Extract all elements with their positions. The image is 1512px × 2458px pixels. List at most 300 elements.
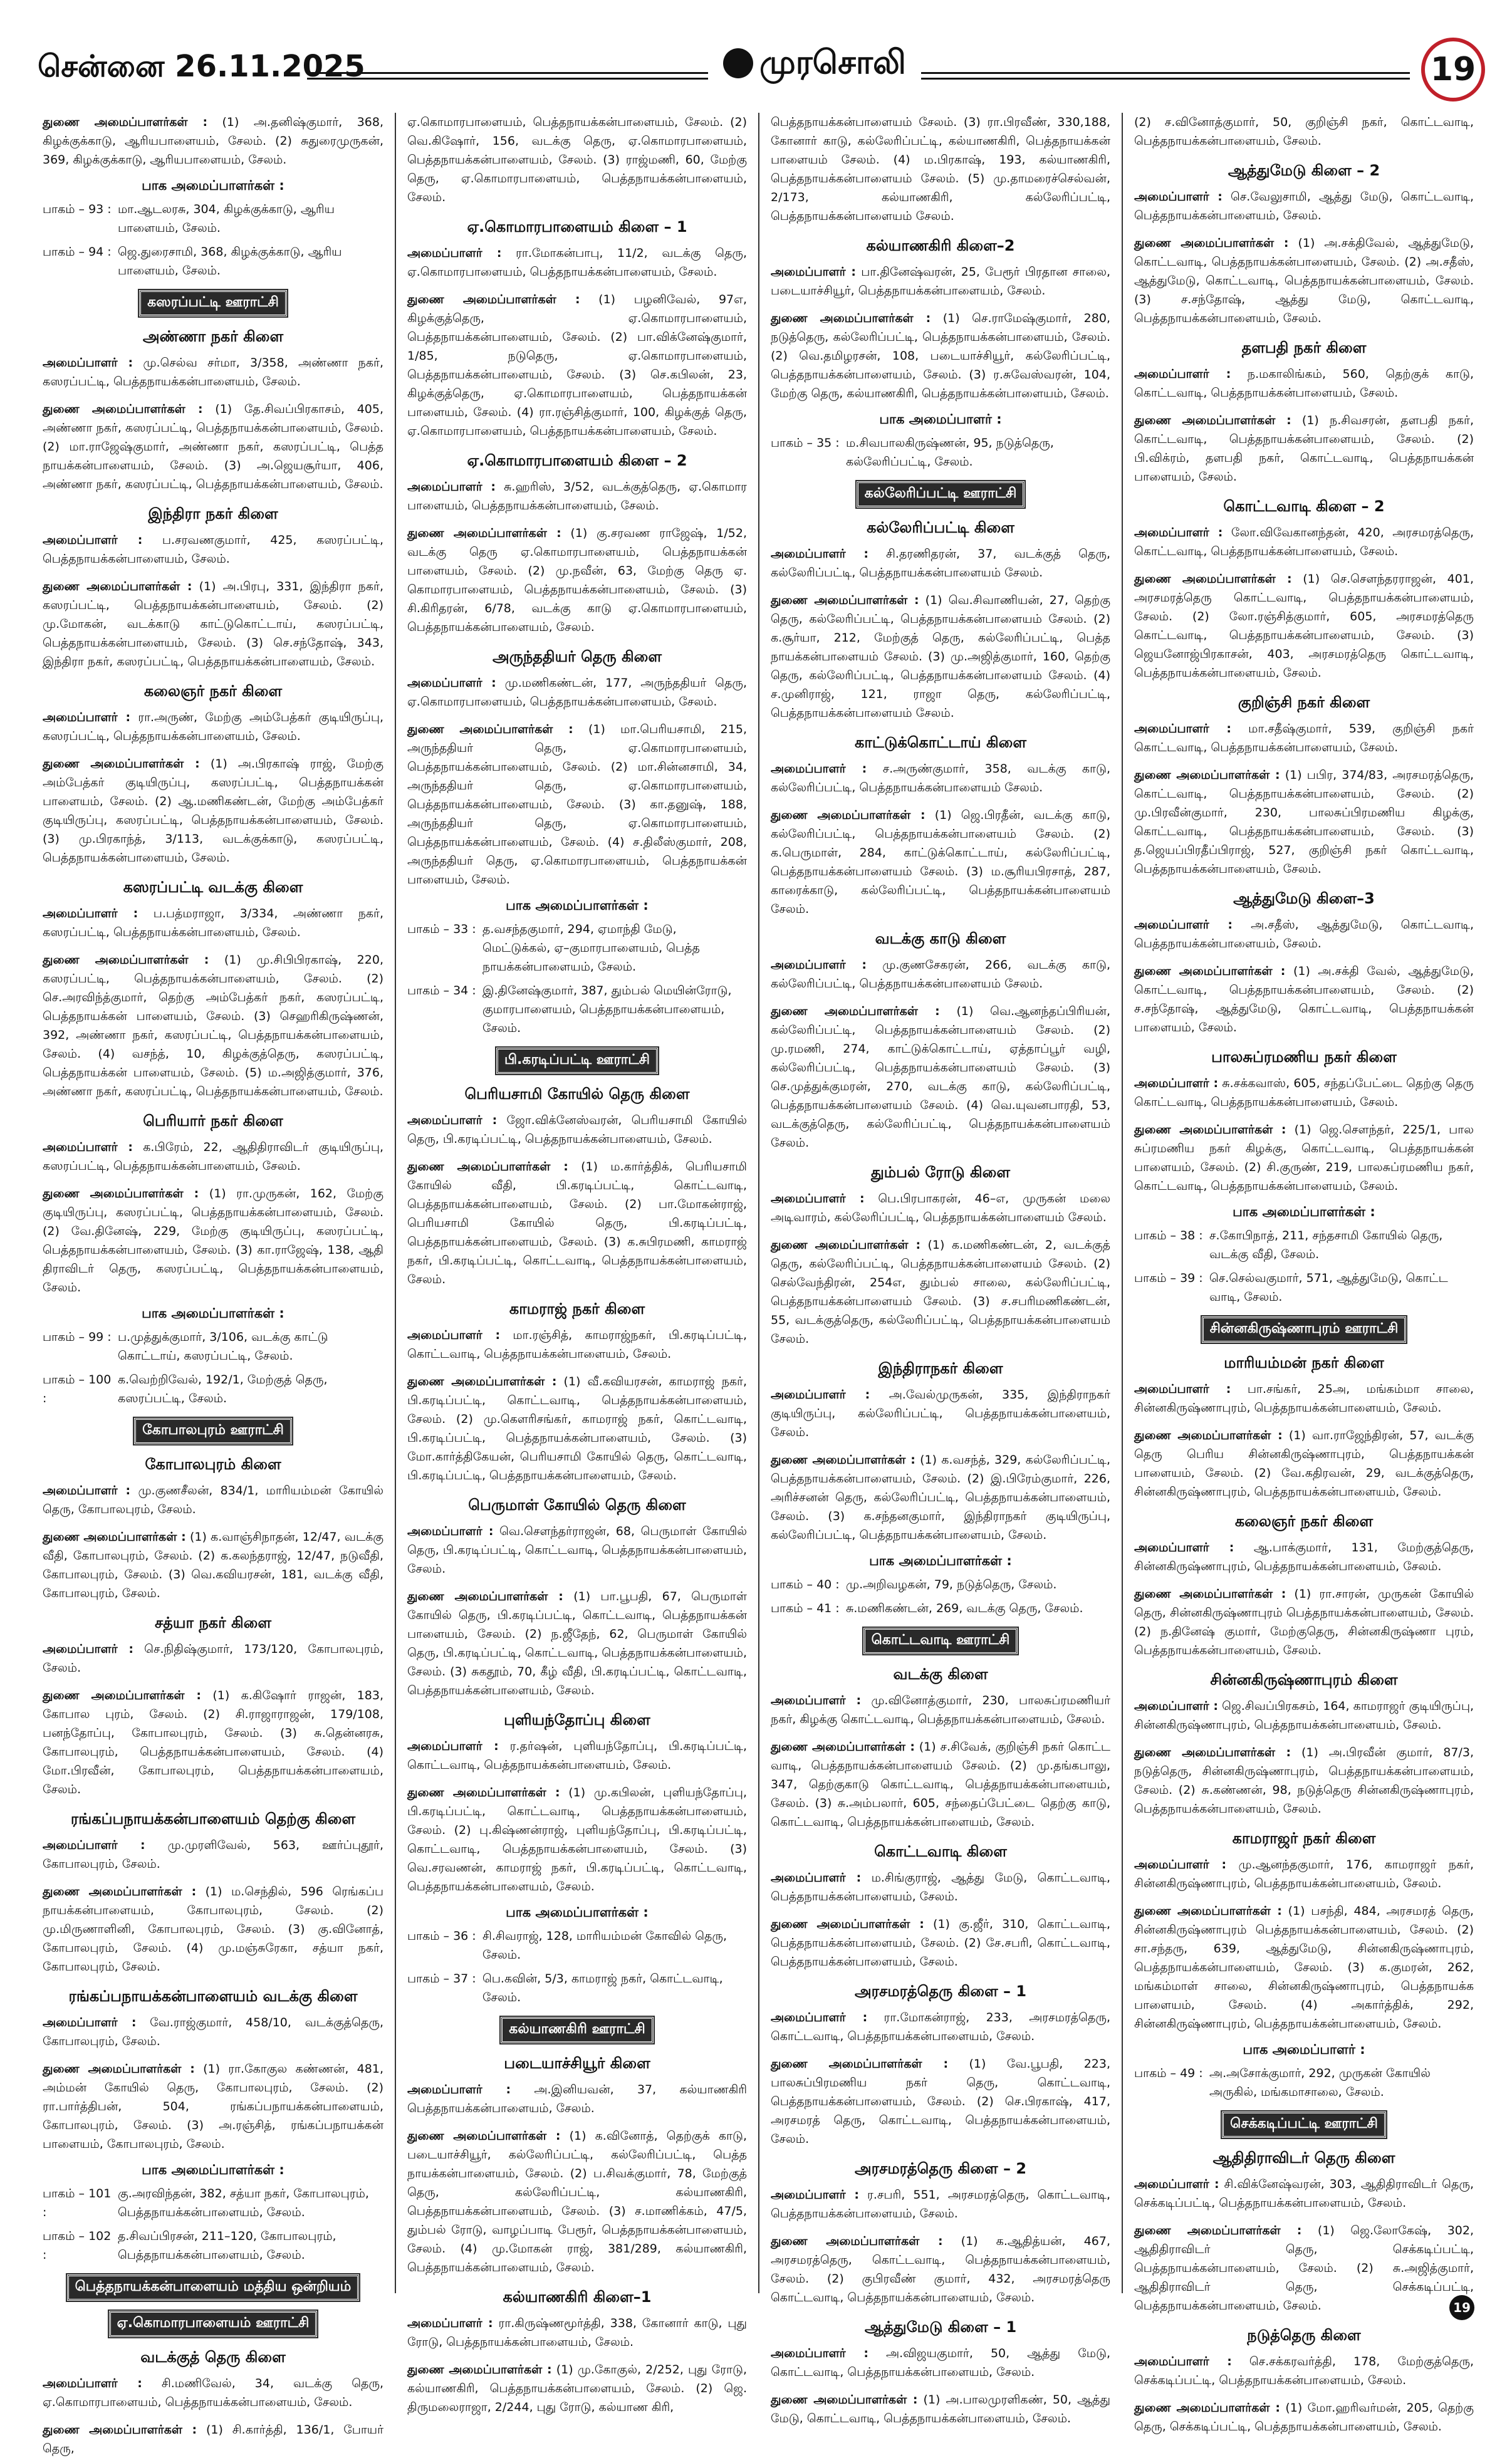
entry-text: (1) தே.சிவப்பிரகாசம், 405, அண்ணா நகர், கஸரப்பட்டி, பெத்தநாயக்கன்பாளையம், சேலம். (2) மா.ராஜேஷ்குமார், அண்ணா நகர், கஸரப்பட்டி, பெத்த நாயக்கன்பாளையம், சேலம். (3) அ.ஜெயசூர்யா, 406, அண்ணா நகர், கஸரப்பட்டி, பெத்தநாயக்கன்பாளையம், சேலம். bbox=[43, 402, 383, 491]
branch-heading: ஆத்துமேடு கிளை–3 bbox=[1233, 890, 1375, 907]
entry-text: மு.முரளிவேல், 563, ஊர்ப்புதூர், கோபாலபுரம், சேலம். bbox=[43, 1838, 384, 1871]
entry-text: ரா.கிருஷ்ணமூர்த்தி, 338, கோனார் காடு, புது ரோடு, பெத்தநாயக்கன்பாளையம், சேலம். bbox=[407, 2316, 747, 2349]
entry-label: துணை அமைப்பாளர்கள் : bbox=[43, 1689, 202, 1702]
entry-paragraph bbox=[43, 1640, 383, 1677]
entry-label: அமைப்பாளர் : bbox=[771, 1694, 862, 1707]
entry-label: அமைப்பாளர் : bbox=[407, 676, 496, 690]
entry-paragraph bbox=[407, 244, 747, 281]
booth-value: க.வெற்றிவேல், 192/1, மேற்குத் தெரு, கஸரப்பட்டி, சேலம். bbox=[118, 1373, 328, 1405]
entry-text: (1) வெ.ஆனந்தப்பிரியன், கல்லேரிப்பட்டி, பெத்தநாயக்கன்பாளையம் சேலம். (2) மு.ரமணி, 274, காட்டுக்கொட்டாய், ஏத்தாப்பூர் வழி, கல்லேரிப்பட்டி, பெத்தநாயக்கன்பாளையம் சேலம். (3) செ.முத்துக்குமரன், 270, வடக்கு காடு, கல்லேரிப்பட்டி, பெத்தநாயக்கன்பாளையம் சேலம். (4) வெ.யுவனபாரதி, 53, வடக்குத்தெரு, கல்லேரிப்பட்டி, பெத்தநாயக்கன்பாளையம் சேலம். bbox=[771, 1004, 1110, 1150]
booth-value: ப.முத்துக்குமார், 3/106, வடக்கு காட்டு கொட்டாய், கஸரப்பட்டி, சேலம். bbox=[118, 1330, 328, 1363]
entry-text: (1) ஜெ.பிரதீன், வடக்கு காடு, கல்லேரிப்பட்டி, பெத்தநாயக்கன்பாளையம் சேலம். (2) க.பெருமாள், 284, காட்டுக்கொட்டாய், கல்லேரிப்பட்டி, பெத்தநாயக்கன்பாளையம் சேலம். (3) ம.சூரியபிரசாத், 287, காரைக்காடு, கல்லேரிப்பட்டி, பெத்தநாயக்கன்பாளையம் சேலம். bbox=[771, 808, 1110, 916]
section-banner: கோபாலபுரம் ஊராட்சி bbox=[134, 1418, 292, 1444]
entry-text: க.பிரேம், 22, ஆதிதிராவிடர் குடியிருப்பு, கஸரப்பட்டி, பெத்தநாயக்கன்பாளையம், சேலம். bbox=[43, 1140, 383, 1173]
booth-label: பாகம் – 94 : bbox=[43, 245, 112, 259]
entry-text: அ.இனியவன், 37, கல்யாணகிரி பெத்தநாயக்கன்பாளையம், சேலம். bbox=[407, 2083, 748, 2115]
entry-text: சி.தரணிதரன், 37, வடக்குத் தெரு, கல்லேரிப்பட்டி, பெத்தநாயக்கன்பாளையம் சேலம். bbox=[771, 547, 1110, 580]
entry-label: துணை அமைப்பாளர்கள் : bbox=[771, 2057, 949, 2071]
entry-paragraph bbox=[771, 1189, 1110, 1227]
entry-label: துணை அமைப்பாளர்கள் : bbox=[1134, 1587, 1286, 1601]
branch-heading: கல்யாணகிரி கிளை–1 bbox=[503, 2288, 652, 2306]
branch-heading: வடக்கு கிளை bbox=[893, 1665, 988, 1683]
entry-paragraph bbox=[43, 1686, 383, 1799]
entry-paragraph bbox=[1134, 719, 1474, 757]
entry-label: துணை அமைப்பாளர்கள் : bbox=[43, 580, 192, 593]
booth-value: செ.செல்வகுமார், 571, ஆத்துமேடு, கொட்ட வாடி, சேலம். bbox=[1209, 1271, 1448, 1304]
entry-label: துணை அமைப்பாளர்கள் : bbox=[771, 1238, 921, 1252]
section-banner: கஸரப்பட்டி ஊராட்சி bbox=[139, 290, 287, 316]
entry-paragraph bbox=[407, 2080, 747, 2118]
entry-paragraph bbox=[771, 956, 1110, 993]
entry-text: ரா.அருண், மேற்கு அம்பேத்கர் குடியிருப்பு, கஸரப்பட்டி, பெத்தநாயக்கன்பாளையம், சேலம். bbox=[43, 711, 383, 743]
subheading: பாக அமைப்பாளர்கள் : bbox=[506, 1905, 649, 1920]
branch-heading: ஏ.கொமாரபாளையம் கிளை – 2 bbox=[467, 452, 687, 469]
entry-label: துணை அமைப்பாளர்கள் : bbox=[407, 1590, 563, 1603]
entry-label: அமைப்பாளர் : bbox=[1134, 722, 1231, 736]
entry-text: சி.மணிவேல், 34, வடக்கு தெரு, ஏ.கொமாரபாளையம், பெத்தநாயக்கன்பாளையம், சேலம். bbox=[43, 2377, 384, 2409]
entry-text: (1) ச.சிவேக், குறிஞ்சி நகர் கொட்ட வாடி, பெத்தநாயக்கன்பாளையம் சேலம். (2) மு.தங்கபாலு, 347, தெற்குகாடு கொட்டவாடி, பெத்தநாயக்கன்பாளையம், சேலம். (3) சு.அம்பலார், 605, சந்தைப்பேட்டை தெற்கு காடு, கொட்டவாடி, பெத்தநாயக்கன்பாளையம், சேலம். bbox=[771, 1740, 1110, 1829]
entry-label: துணை அமைப்பாளர்கள் : bbox=[1134, 1123, 1286, 1137]
entry-label: துணை அமைப்பாளர்கள் : bbox=[771, 311, 931, 325]
entry-label: துணை அமைப்பாளர்கள் : bbox=[407, 2129, 561, 2143]
entry-label: அமைப்பாளர் : bbox=[771, 762, 867, 776]
column-1 bbox=[31, 113, 395, 2455]
entry-label: அமைப்பாளர் : bbox=[43, 907, 138, 920]
entry-label: அமைப்பாளர் : bbox=[771, 958, 867, 972]
entry-paragraph bbox=[43, 950, 383, 1101]
entry-text: சி.விக்னேஷ்வரன், 303, ஆதிதிராவிடர் தெரு, செக்கடிப்பட்டி, பெத்தநாயக்கன்பாளையம், சேலம். bbox=[1134, 2177, 1474, 2210]
branch-heading: காமராஜ் நகர் கிளை bbox=[509, 1300, 645, 1318]
entry-text: (1) பழனிவேல், 97எ, கிழக்குத்தெரு, ஏ.கொமாரபாளையம், பெத்தநாயக்கன்பாளையம், சேலம். (2) பா.விக்னேஷ்குமார், 1/85, நடுதெரு, ஏ.கொமாரபாளையம், பெத்தநாயக்கன்பாளையம், சேலம். (3) செ.கபிலன், 23, கிழக்குத்தெரு, ஏ.கொமாரபாளையம், பெத்தநாயக்கன் பாளையம், சேலம். (4) ரா.ரஞ்சித்குமார், 100, கிழக்குத் தெரு, ஏ.கொமாரபாளையம், பெத்தநாயக்கன்பாளையம், சேலம். bbox=[407, 293, 747, 438]
entry-text: (1) அ.சக்தி வேல், ஆத்துமேடு, கொட்டவாடி, பெத்தநாயக்கன்பாளையம், சேலம். (2) ச.சந்தோஷ், ஆத்துமேடு, கொட்டவாடி, பெத்தநாயக்கன் பாளையம், சேலம். bbox=[1134, 964, 1474, 1034]
entry-paragraph bbox=[407, 113, 747, 207]
entry-label: அமைப்பாளர் : bbox=[771, 547, 868, 561]
masthead-title: முரசொலி bbox=[759, 44, 906, 81]
entry-label: அமைப்பாளர் : bbox=[43, 533, 143, 547]
entry-label: துணை அமைப்பாளர்கள் : bbox=[43, 1530, 186, 1544]
entry-label: துணை அமைப்பாளர்கள் : bbox=[1134, 1746, 1291, 1759]
branch-heading: காமராஜர் நகர் கிளை bbox=[1232, 1830, 1376, 1847]
entry-text: (1) ரா.முருகன், 162, மேற்கு குடியிருப்பு, கஸரப்பட்டி, பெத்தநாயக்கன்பாளையம், சேலம். (2) வே.தினேஷ், 229, மேற்கு குடியிருப்பு, கஸரப்பட்டி, பெத்தநாயக்கன்பாளையம், சேலம். (3) கா.ராஜேஷ், 138, ஆதி திராவிடர் தெரு, கஸரப்பட்டி, பெத்தநாயக்கன்பாளையம், சேலம். bbox=[43, 1187, 384, 1294]
booth-value: மு.அறிவழகன், 79, நடுத்தெரு, சேலம். bbox=[846, 1578, 1057, 1591]
booth-entry bbox=[407, 1927, 747, 1964]
booth-entry bbox=[771, 1599, 1110, 1618]
entry-paragraph bbox=[1134, 113, 1474, 150]
booth-value: சி.சிவராஜ், 128, மாரியம்மன் கோவில் தெரு, சேலம். bbox=[482, 1929, 727, 1962]
branch-heading: வடக்கு காடு கிளை bbox=[875, 930, 1006, 947]
entry-paragraph bbox=[1134, 1426, 1474, 1501]
entry-label: துணை அமைப்பாளர்கள் : bbox=[771, 1917, 924, 1931]
entry-text: (1) கு.ஜீர், 310, கொட்டவாடி, பெத்தநாயக்கன்பாளையம், சேலம். (2) சே.சபரி, கொட்டவாடி, பெத்தநாயக்கன்பாளையம், சேலம். bbox=[771, 1917, 1111, 1969]
entry-label: அமைப்பாளர் : bbox=[407, 2083, 511, 2096]
booth-entry bbox=[1134, 1226, 1474, 1264]
page-header bbox=[31, 38, 1485, 107]
booth-value: த.சிவப்பிரசன், 211–120, கோபாலபுரம், பெத்தநாயக்கன்பாளையம், சேலம். bbox=[118, 2229, 336, 2262]
entry-label: துணை அமைப்பாளர்கள் : bbox=[1134, 2224, 1302, 2237]
entry-paragraph bbox=[1134, 1120, 1474, 1195]
entry-paragraph bbox=[407, 2127, 747, 2277]
entry-paragraph bbox=[407, 524, 747, 637]
entry-text: (1) செ.செளந்தரராஜன், 401, அரசமரத்தெரு கொட்டவாடி, பெத்தநாயக்கன்பாளையம், சேலம். (2) லோ.ரஞ்சித்குமார், 605, அரசமரத்தெரு கொட்டவாடி, பெத்தநாயக்கன்பாளையம், சேலம். (3) ஜெயனோஜ்பிரகாசன், 403, அரசமரத்தெரு கொட்டவாடி, பெத்தநாயக்கன்பாளையம், சேலம். bbox=[1134, 572, 1474, 680]
entry-label: துணை அமைப்பாளர்கள் : bbox=[407, 722, 573, 736]
booth-label: பாகம் – 34 : bbox=[407, 984, 476, 997]
entry-label: துணை அமைப்பாளர்கள் : bbox=[771, 2393, 918, 2407]
entry-paragraph bbox=[1134, 411, 1474, 486]
entry-text: ஜோ.விக்னேஸ்வரன், பெரியசாமி கோயில் தெரு, பி.கரடிப்பட்டி, பெத்தநாயக்கன்பாளையம், சேலம். bbox=[407, 1113, 747, 1146]
entry-label: அமைப்பாளர் : bbox=[407, 1113, 498, 1127]
booth-label: பாகம் – 38 : bbox=[1134, 1229, 1203, 1242]
branch-heading: ரங்கப்பநாயக்கன்பாளையம் வடக்கு கிளை bbox=[68, 1987, 358, 2005]
entry-text: ஜெ.சிவப்பிரகசம், 164, காமராஜர் குடியிருப்பு, சின்னகிருஷ்ணாபுரம், பெத்தநாயக்கன்பாளையம், சேலம். bbox=[1134, 1699, 1474, 1732]
booth-value: ச.கோபிநாத், 211, சந்தசாமி கோயில் தெரு, வடக்கு வீதி, சேலம். bbox=[1209, 1229, 1443, 1261]
entry-paragraph bbox=[771, 2185, 1110, 2223]
entry-paragraph bbox=[1134, 962, 1474, 1037]
branch-heading: கல்யாணகிரி கிளை–2 bbox=[866, 237, 1015, 254]
entry-text: மு.மணிகண்டன், 177, அருந்ததியர் தெரு, ஏ.கொமாரபாளையம், பெத்தநாயக்கன்பாளையம், சேலம். bbox=[407, 676, 747, 709]
booth-label: பாகம் – 37 : bbox=[407, 1972, 476, 1986]
entry-text: வெ.சௌந்தர்ராஜன், 68, பெருமாள் கோயில் தெரு, பி.கரடிப்பட்டி, கொட்டவாடி, பெத்தநாயக்கன்பாளையம், சேலம். bbox=[407, 1524, 747, 1576]
booth-entry bbox=[1134, 2064, 1474, 2101]
entry-label: அமைப்பாளர் : bbox=[771, 2188, 859, 2202]
entry-paragraph bbox=[407, 1111, 747, 1148]
booth-value: அ.அசோக்குமார், 292, முருகன் கோயில் அருகில், மங்கமாசாலை, சேலம். bbox=[1209, 2066, 1431, 2099]
entry-label: அமைப்பாளர் : bbox=[43, 2377, 142, 2390]
entry-text: (1) அ.பிரகாஷ் ராஜ், மேற்கு அம்பேத்கர் குடியிருப்பு, கஸரப்பட்டி, பெத்தநாயக்கன் பாளையம், சேலம். (2) ஆ.மணிகண்டன், மேற்கு அம்பேத்கர் குடியிருப்பு, கஸரப்பட்டி, பெத்தநாயக்கன்பாளையம், சேலம். (3) மு.பிரகாந்த், 3/113, வடக்குக்காடு, கஸரப்பட்டி, பெத்தநாயக்கன்பாளையம், சேலம். bbox=[43, 757, 383, 865]
entry-label: அமைப்பாளர் : bbox=[43, 1838, 145, 1852]
entry-text: (1) அ.தனிஷ்குமார், 368, கிழக்குக்காடு, ஆரியபாளையம், சேலம். (2) சுதுரைமுருகன், 369, கிழக்குக்காடு, ஆரியபாளையம், சேலம். bbox=[43, 115, 383, 167]
entry-paragraph bbox=[43, 353, 383, 391]
branch-heading: ஆதிதிராவிடர் தெரு கிளை bbox=[1212, 2149, 1395, 2167]
entry-text: (1) பா.பூபதி, 67, பெருமாள் கோயில் தெரு, பி.கரடிப்பட்டி, கொட்டவாடி, பெத்தநாயக்கன் பாளையம், சேலம். (2) ந.ஜீதேந், 62, பெருமாள் கோயில் தெரு, பி.கரடிப்பட்டி, கொட்டவாடி, பெத்தநாயக்கன்பாளையம், சேலம். (3) சுகதூம், 70, கீழ் வீதி, பி.கரடிப்பட்டி, கொட்டவாடி, பெத்தநாயக்கன்பாளையம், சேலம். bbox=[407, 1590, 747, 1697]
entry-label: அமைப்பாளர் : bbox=[43, 1140, 133, 1154]
entry-text: (1) க.வாஞ்சிநாதன், 12/47, வடக்கு வீதி, கோபாலபுரம், சேலம். (2) க.கலந்தராஜ், 12/47, நடுவீதி, கோபாலபுரம், சேலம். (3) வெ.கவியரசன், 181, வடக்கு வீதி, கோபாலபுரம், சேலம். bbox=[43, 1530, 384, 1600]
booth-label: பாகம் – 40 : bbox=[771, 1578, 840, 1591]
entry-paragraph bbox=[407, 1157, 747, 1289]
booth-label: பாகம் – 36 : bbox=[407, 1929, 476, 1943]
entry-label: அமைப்பாளர் : bbox=[407, 2316, 493, 2330]
entry-paragraph bbox=[771, 2008, 1110, 2046]
booth-label: பாகம் – 100 : bbox=[43, 1373, 112, 1405]
entry-label: அமைப்பாளர் : bbox=[771, 2011, 868, 2024]
entry-text: (1) அ.பிரபு, 331, இந்திரா நகர், கஸரப்பட்டி, பெத்தநாயக்கன்பாளையம், சேலம். (2) மு.மோகன், வடக்காடு காட்டுகொட்டாய், கஸரப்பட்டி, பெத்தநாயக்கன்பாளையம், சேலம். (3) செ.சந்தோஷ், 343, இந்திரா நகர், கஸரப்பட்டி, பெத்தநாயக்கன்பாளையம், சேலம். bbox=[43, 580, 383, 669]
booth-value: ம.சிவபாலகிருஷ்ணன், 95, நடுத்தெரு, கல்லேரிப்பட்டி, சேலம். bbox=[846, 436, 1054, 469]
section-banner: பி.கரடிப்பட்டி ஊராட்சி bbox=[496, 1048, 658, 1074]
entry-paragraph bbox=[1134, 1743, 1474, 1818]
booth-entry bbox=[43, 1370, 383, 1408]
entry-paragraph bbox=[43, 400, 383, 494]
entry-text: (1) ம.செந்தில், 596 ரெங்கப்ப நாயக்கன்பாளையம், கோபாலபுரம், சேலம். (2) மு.மிருணாளினி, கோபாலபுரம், சேலம். (3) கு.வினோத், கோபாலபுரம், சேலம். (4) மு.மஞ்சுரேகா, சத்யா நகர், கோபாலபுரம், சேலம். bbox=[43, 1885, 383, 1974]
section-banner: பெத்தநாயக்கன்பாளையம் மத்திய ஒன்றியம் bbox=[67, 2274, 360, 2301]
entry-paragraph bbox=[1134, 1697, 1474, 1734]
entry-paragraph bbox=[771, 1915, 1110, 1971]
branch-heading: புளியந்தோப்பு கிளை bbox=[504, 1711, 650, 1729]
entry-text: ஏ.கொமாரபாளையம், பெத்தநாயக்கன்பாளையம், சேலம். (2) வெ.கிஷோர், 156, வடக்கு தெரு, ஏ.கொமாரபாளையம், பெத்தநாயக்கன்பாளையம், சேலம். (3) ராஜ்மணி, 60, மேற்கு தெரு, ஏ.கொமாரபாளையம், பெத்தநாயக்கன்பாளையம், சேலம். bbox=[407, 115, 747, 204]
entry-label: அமைப்பாளர் : bbox=[43, 356, 133, 370]
section-banner: கல்லேரிப்பட்டி ஊராட்சி bbox=[857, 481, 1025, 508]
entry-text: அ.விஜயகுமார், 50, ஆத்து மேடு, கொட்டவாடி, பெத்தநாயக்கன்பாளையம், சேலம். bbox=[771, 2346, 1111, 2379]
entry-paragraph bbox=[43, 2060, 383, 2153]
branch-heading: மாரியம்மன் நகர் கிளை bbox=[1224, 1354, 1384, 1372]
entry-label: அமைப்பாளர் : bbox=[1134, 1858, 1227, 1872]
entry-text: ச.அருண்குமார், 358, வடக்கு காடு, கல்லேரிப்பட்டி, பெத்தநாயக்கன்பாளையம் சேலம். bbox=[771, 762, 1111, 794]
entry-text: (1) க.வினோத், தெற்குக் காடு, படையாச்சியூர், கல்லேரிப்பட்டி, கல்லேரிப்பட்டி, பெத்த நாயக்கன்பாளையம், சேலம். (2) ப.சிவக்குமார், 78, மேற்குத் தெரு, கல்லேரிப்பட்டி, கல்யாணகிரி, பெத்தநாயக்கன்பாளையம், சேலம். (3) ச.மாணிக்கம், 47/5, தும்பல் ரோடு, வாழப்பாடி பேரூர், பெத்தநாயக்கன்பாளையம், சேலம். (4) மு.மோகன் ராஜ், 381/289, கல்யாணகிரி, பெத்தநாயக்கன்பாளையம், சேலம். bbox=[407, 2129, 748, 2274]
entry-text: (2) ச.வினோத்குமார், 50, குறிஞ்சி நகர், கொட்டவாடி, பெத்தநாயக்கன்பாளையம், சேலம். bbox=[1134, 115, 1474, 148]
entry-paragraph bbox=[407, 674, 747, 711]
branch-heading: பெருமாள் கோயில் தெரு கிளை bbox=[468, 1496, 686, 1514]
entry-text: ர.சபரி, 551, அரசமரத்தெரு, கொட்டவாடி, பெத்தநாயக்கன்பாளையம், சேலம். bbox=[771, 2188, 1111, 2221]
section-banner: ஏ.கொமாரபாளையம் ஊராட்சி bbox=[109, 2311, 318, 2337]
entry-text: மு.குணசேகரன், 266, வடக்கு காடு, கல்லேரிப்பட்டி, பெத்தநாயக்கன்பாளையம் சேலம். bbox=[771, 958, 1111, 991]
entry-paragraph bbox=[43, 754, 383, 867]
entry-text: மா.சதீஷ்குமார், 539, குறிஞ்சி நகர் கொட்டவாடி, பெத்தநாயக்கன்பாளையம், சேலம். bbox=[1134, 722, 1474, 754]
entry-paragraph bbox=[1134, 1855, 1474, 1893]
entry-text: (1) வா.ராஜேந்திரன், 57, வடக்கு தெரு பெரிய சின்னகிருஷ்ணாபுரம், பெத்தநாயக்கன் பாளையம், சேலம். (2) வே.கதிரவன், 29, வடக்குத்தெரு, சின்னகிருஷ்ணாபுரம், பெத்தநாயக்கன்பாளையம், சேலம். bbox=[1134, 1429, 1474, 1499]
booth-value: மா.ஆடலரசு, 304, கிழக்குக்காடு, ஆரிய பாளையம், சேலம். bbox=[118, 202, 335, 235]
entry-label: துணை அமைப்பாளர்கள் : bbox=[771, 1740, 915, 1754]
entry-label: அமைப்பாளர் : bbox=[771, 265, 857, 279]
entry-label: துணை அமைப்பாளர்கள் : bbox=[407, 1375, 557, 1388]
entry-paragraph bbox=[771, 2232, 1110, 2307]
entry-label: துணை அமைப்பாளர்கள் : bbox=[43, 2062, 195, 2076]
branch-heading: கல்லேரிப்பட்டி கிளை bbox=[867, 519, 1014, 536]
branch-heading: நடுத்தெரு கிளை bbox=[1247, 2326, 1361, 2344]
column-3 bbox=[758, 113, 1122, 2425]
entry-text: (1) வெ.சிவாணியன், 27, தெற்கு தெரு, கல்லேரிப்பட்டி, பெத்தநாயக்கன்பாளையம் சேலம். (2) க.சூர்யா, 212, மேற்குத் தெரு, கல்லேரிப்பட்டி, பெத்த நாயக்கன்பாளையம் சேலம். (3) மு.அஜித்குமார், 160, தெற்கு தெரு, கல்லேரிப்பட்டி, பெத்தநாயக்கன்பாளையம் சேலம். (4) ச.முனிராஜ், 121, ராஜா தெரு, கல்லேரிப்பட்டி, பெத்தநாயக்கன்பாளையம் சேலம். bbox=[771, 593, 1111, 720]
entry-label: துணை அமைப்பாளர்கள் : bbox=[1134, 964, 1286, 978]
entry-paragraph bbox=[1134, 2398, 1474, 2436]
column-2 bbox=[395, 113, 758, 2414]
entry-label: துணை அமைப்பாளர்கள் : bbox=[771, 808, 925, 822]
entry-label: துணை அமைப்பாளர்கள் : bbox=[1134, 414, 1291, 427]
booth-label: பாகம் – 49 : bbox=[1134, 2066, 1203, 2080]
entry-paragraph bbox=[43, 904, 383, 942]
booth-entry bbox=[43, 2184, 383, 2222]
entry-paragraph bbox=[771, 113, 1110, 226]
masthead bbox=[708, 44, 921, 86]
branch-heading: அருந்ததியர் தெரு கிளை bbox=[492, 648, 662, 665]
entry-label: அமைப்பாளர் : bbox=[43, 2016, 137, 2029]
booth-entry bbox=[407, 1969, 747, 2007]
entry-paragraph bbox=[771, 1691, 1110, 1729]
entry-text: மு.ஆனந்தகுமார், 176, காமராஜர் நகர், சின்னகிருஷ்ணாபுரம், பெத்தநாயக்கன்பாளையம், சேலம். bbox=[1134, 1858, 1474, 1890]
entry-text: (1) சி.கார்த்தி, 136/1, போயர் தெரு, bbox=[43, 2423, 384, 2455]
booth-label: பாகம் – 93 : bbox=[43, 202, 112, 216]
entry-text: லோ.விவேகானந்தன், 420, அரசமரத்தெரு, கொட்டவாடி, பெத்தநாயக்கன்பாளையம், சேலம். bbox=[1134, 526, 1474, 558]
entry-label: துணை அமைப்பாளர்கள் : bbox=[43, 2423, 197, 2437]
entry-text: சு.சக்கவாஸ், 605, சந்தப்பேட்டை தெற்கு தெரு கொட்டவாடி, பெத்தநாயக்கன்பாளையம், சேலம். bbox=[1134, 1076, 1474, 1109]
entry-label: அமைப்பாளர் : bbox=[43, 1642, 133, 1656]
branch-heading: ஆத்துமேடு கிளை – 1 bbox=[864, 2318, 1017, 2336]
entry-paragraph bbox=[771, 1868, 1110, 1906]
entry-paragraph bbox=[771, 759, 1110, 797]
entry-text: (1) பபிர, 374/83, அரசமரத்தெரு, கொட்டவாடி, பெத்தநாயக்கன்பாளையம், சேலம். (2) மு.பிரவீன்குமார், 230, பாலசுப்பிரமணிய கிழக்கு, கொட்டவாடி, பெத்தநாயக்கன்பாளையம், சேலம். (3) த.ஜெயப்பிரதீப்பிராஜ், 527, குறிஞ்சி நகர் கொட்டவாடி, பெத்தநாயக்கன்பாளையம், சேலம். bbox=[1134, 768, 1474, 876]
entry-text: அ.சதீஸ், ஆத்துமேடு, கொட்டவாடி, பெத்தநாயக்கன்பாளையம், சேலம். bbox=[1134, 918, 1474, 950]
branch-heading: காட்டுக்கொட்டாய் கிளை bbox=[854, 734, 1027, 751]
subheading: பாக அமைப்பாளர் : bbox=[1243, 2042, 1365, 2057]
entry-paragraph bbox=[1134, 915, 1474, 953]
booth-entry bbox=[1134, 1269, 1474, 1306]
entry-paragraph bbox=[1134, 2221, 1474, 2315]
entry-label: துணை அமைப்பாளர்கள் : bbox=[407, 1786, 560, 1799]
entry-paragraph bbox=[43, 113, 383, 169]
entry-paragraph bbox=[1134, 1074, 1474, 1112]
branch-heading: கஸரப்பட்டி வடக்கு கிளை bbox=[123, 878, 303, 896]
entry-text: மு.செல்வ சர்மா, 3/358, அண்ணா நகர், கஸரப்பட்டி, பெத்தநாயக்கன்பாளையம், சேலம். bbox=[43, 356, 383, 388]
page-number-badge: 19 bbox=[1421, 38, 1485, 102]
entry-text: (1) அ.சக்திவேல், ஆத்துமேடு, கொட்டவாடி, பெத்தநாயக்கன்பாளையம், சேலம். (2) அ.சதீஸ், ஆத்துமேடு, கொட்டவாடி, பெத்தநாயக்கன்பாளையம், சேலம். (3) ச.சந்தோஷ், ஆத்து மேடு, கொட்டவாடி, பெத்தநாயக்கன்பாளையம், சேலம். bbox=[1134, 236, 1474, 325]
entry-text: (1) கு.சரவண ராஜேஷ், 1/52, வடக்கு தெரு ஏ.கொமாரபாளையம், பெத்தநாயக்கன் பாளையம், சேலம். (2) மு.நவீன், 63, மேற்கு தெரு ஏ. கொமாரபாளையம், பெத்தநாயக்கன்பாளையம், சேலம். (3) சி.கிரிதரன், 6/78, வடக்கு காடு ஏ.கொமாரபாளையம், பெத்தநாயக்கன்பாளையம், சேலம். bbox=[407, 526, 747, 634]
entry-text: (1) மு.கபிலன், புளியந்தோப்பு, பி.கரடிப்பட்டி, கொட்டவாடி, பெத்தநாயக்கன்பாளையம், சேலம். (2) பு.கிஷ்ணன்ராஜ், புளியந்தோப்பு, பி.கரடிப்பட்டி, கொட்டவாடி, பெத்தநாயக்கன்பாளையம், சேலம். (3) வெ.சரவணன், காமராஜ் நகர், பி.கரடிப்பட்டி, கொட்டவாடி, பெத்தநாயக்கன்பாளையம், சேலம். bbox=[407, 1786, 747, 1893]
entry-label: அமைப்பாளர் : bbox=[1134, 1699, 1218, 1713]
entry-paragraph bbox=[1134, 1585, 1474, 1660]
entry-paragraph bbox=[407, 477, 747, 515]
branch-heading: வடக்குத் தெரு கிளை bbox=[140, 2348, 286, 2366]
entry-text: (1) மோ.ஹரிவர்மன், 205, தெற்கு தெரு, செக்கடிப்பட்டி, பெத்தநாயக்கன்பாளையம், சேலம். bbox=[1134, 2401, 1474, 2434]
entry-paragraph bbox=[43, 1138, 383, 1175]
entry-label: துணை அமைப்பாளர்கள் : bbox=[771, 1453, 915, 1467]
entry-paragraph bbox=[43, 531, 383, 568]
entry-text: ப.சரவணகுமார், 425, கஸரப்பட்டி, பெத்தநாயக்கன்பாளையம், சேலம். bbox=[43, 533, 384, 566]
branch-heading: சின்னகிருஷ்ணாபுரம் கிளை bbox=[1210, 1671, 1398, 1689]
branch-heading: படையாச்சியூர் கிளை bbox=[504, 2054, 650, 2072]
entry-label: அமைப்பாளர் : bbox=[1134, 1382, 1231, 1396]
entry-text: (1) மு.சிபிபிரகாஷ், 220, கஸரப்பட்டி, பெத்தநாயக்கன்பாளையம், சேலம். (2) செ.அரவிந்த்குமார், தெற்கு அம்பேத்கர் நகர், கஸரப்பட்டி, பெத்தநாயக்கன் பாளையம், சேலம். (3) செஹரிகிருஷ்ணன், 392, அண்ணா நகர், கஸரப்பட்டி, பெத்தநாயக்கன்பாளையம், சேலம். (4) வசந்த், 10, கிழக்குத்தெரு, கஸரப்பட்டி, பெத்தநாயக்கன் பாளையம், சேலம். (5) ம.அஜித்குமார், 376, அண்ணா நகர், கஸரப்பட்டி, பெத்தநாயக்கன்பாளையம், சேலம். bbox=[43, 953, 383, 1098]
entry-text: செ.வேலுசாமி, ஆத்து மேடு, கொட்டவாடி, பெத்தநாயக்கன்பாளையம், சேலம். bbox=[1134, 190, 1474, 222]
booth-value: பெ.கவின், 5/3, காமராஜ் நகர், கொட்டவாடி, சேலம். bbox=[482, 1972, 723, 2004]
entry-paragraph bbox=[771, 2390, 1110, 2428]
entry-text: (1) க.வசந்த், 329, கல்லேரிப்பட்டி, பெத்தநாயக்கன்பாளையம், சேலம். (2) இ.பிரேம்குமார், 226, அரிச்சனன் தெரு, கல்லேரிப்பட்டி, பெத்தநாயக்கன்பாளையம், சேலம். (3) க.சந்தனகுமார், இந்திராநகர் குடியிருப்பு, கல்லேரிப்பட்டி, பெத்தநாயக்கன்பாளையம், சேலம். bbox=[771, 1453, 1111, 1542]
entry-text: (1) ரா.கோகுல கண்ணன், 481, அம்மன் கோயில் தெரு, கோபாலபுரம், சேலம். (2) ரா.பார்த்திபன், 504, ரங்கப்பநாயக்கன்பாளையம், கோபாலபுரம், சேலம். (3) அ.ரஞ்சித், ரங்கப்பநாயக்கன் பாளையம், கோபாலபுரம், சேலம். bbox=[43, 2062, 383, 2151]
entry-text: பெ.பிரபாகரன், 46–எ, முருகன் மலை அடிவாரம், கல்லேரிப்பட்டி, பெத்தநாயக்கன்பாளையம் சேலம். bbox=[771, 1192, 1111, 1224]
entry-label: துணை அமைப்பாளர்கள் : bbox=[1134, 1429, 1283, 1442]
booth-entry bbox=[43, 200, 383, 237]
branch-heading: அரசமரத்தெரு கிளை – 1 bbox=[854, 1982, 1027, 2000]
entry-label: அமைப்பாளர் : bbox=[407, 480, 496, 494]
entry-paragraph bbox=[407, 2314, 747, 2351]
entry-label: அமைப்பாளர் : bbox=[1134, 918, 1233, 932]
entry-label: துணை அமைப்பாளர்கள் : bbox=[43, 402, 203, 416]
section-banner: சின்னகிருஷ்ணாபுரம் ஊராட்சி bbox=[1202, 1316, 1407, 1343]
branch-heading: கலைஞர் நகர் கிளை bbox=[1234, 1513, 1374, 1530]
entry-text: (1) மு.கோகுல், 2/252, புது ரோடு, கல்யாணகிரி, பெத்தநாயக்கன்பாளையம், சேலம். (2) ஜெ. திருமலைராஜா, 2/244, புது ரோடு, கல்யாண கிரி, bbox=[407, 2363, 747, 2414]
entry-text: (1) அ.பிரவீன் குமார், 87/3, நடுத்தெரு, சின்னகிருஷ்ணாபுரம், பெத்தநாயக்கன்பாளையம், சேலம். (2) சு.கண்ணன், 98, நடுத்தெரு சின்னகிருஷ்ணாபுரம், பெத்தநாயக்கன்பாளையம், சேலம். bbox=[1134, 1746, 1474, 1816]
entry-label: துணை அமைப்பாளர்கள் : bbox=[43, 115, 208, 129]
branch-heading: கலைஞர் நகர் கிளை bbox=[143, 682, 283, 700]
entry-paragraph bbox=[1134, 2175, 1474, 2212]
branch-heading: கொட்டவாடி கிளை – 2 bbox=[1223, 497, 1385, 515]
section-banner: செக்கடிப்பட்டி ஊராட்சி bbox=[1222, 2112, 1386, 2138]
branch-heading: குறிஞ்சி நகர் கிளை bbox=[1238, 694, 1370, 711]
edition-date: சென்னை 26.11.2025 bbox=[38, 49, 365, 84]
entry-text: (1) ஜெ.லோகேஷ், 302, ஆதிதிராவிடர் தெரு, செக்கடிப்பட்டி, பெத்தநாயக்கன்பாளையம், சேலம். (2) சு.அஜித்குமார், ஆதிதிராவிடர் தெரு, செக்கடிப்பட்டி, பெத்தநாயக்கன்பாளையம், சேலம். bbox=[1134, 2224, 1474, 2313]
entry-paragraph bbox=[1134, 523, 1474, 561]
entry-label: துணை அமைப்பாளர்கள் : bbox=[43, 953, 209, 967]
entry-label: துணை அமைப்பாளர்கள் : bbox=[43, 1885, 197, 1898]
entry-paragraph bbox=[771, 591, 1110, 722]
entry-text: (1) க.கிஷோர் ராஜன், 183, கோபால புரம், சேலம். (2) சி.ராஜாராஜன், 179/108, பனந்தோப்பு, கோபாலபுரம், சேலம். (3) சு.தென்னரசு, கோபாலபுரம், பெத்தநாயக்கன்பாளையம், சேலம். (4) மோ.பிரவீன், கோபாலபுரம், பெத்தநாயக்கன்பாளையம், சேலம். bbox=[43, 1689, 383, 1796]
entry-text: (1) ந.சிவசரன், தளபதி நகர், கொட்டவாடி, பெத்தநாயக்கன்பாளையம், சேலம். (2) பி.விக்ரம், தளபதி நகர், கொட்டவாடி, பெத்தநாயக்கன் பாளையம், சேலம். bbox=[1134, 414, 1474, 484]
entry-paragraph bbox=[771, 2344, 1110, 2382]
branch-heading: பாலசுப்ரமணிய நகர் கிளை bbox=[1211, 1048, 1397, 1066]
entry-paragraph bbox=[1134, 766, 1474, 878]
booth-label: பாகம் – 99 : bbox=[43, 1330, 112, 1344]
entry-text: சு.ஹரிஸ், 3/52, வடக்குத்தெரு, ஏ.கொமார பாளையம், பெத்தநாயக்கன்பாளையம், சேலம். bbox=[407, 480, 747, 513]
entry-label: அமைப்பாளர் : bbox=[43, 1484, 131, 1497]
entry-text: அ.வேல்முருகன், 335, இந்திராநகர் குடியிருப்பு, கல்லேரிப்பட்டி, பெத்தநாயக்கன்பாளையம், சேலம். bbox=[771, 1388, 1111, 1439]
entry-paragraph bbox=[43, 1882, 383, 1976]
entry-paragraph bbox=[1134, 365, 1474, 402]
booth-value: சு.மணிகண்டன், 269, வடக்கு தெரு, சேலம். bbox=[846, 1601, 1083, 1615]
booth-entry bbox=[771, 434, 1110, 471]
entry-label: துணை அமைப்பாளர்கள் : bbox=[771, 2234, 943, 2248]
entry-label: அமைப்பாளர் : bbox=[771, 1388, 870, 1402]
entry-text: செ.சக்கரவர்த்தி, 178, மேற்குத்தெரு, செக்கடிப்பட்டி, பெத்தநாயக்கன்பாளையம், சேலம். bbox=[1134, 2355, 1474, 2387]
entry-paragraph bbox=[43, 2013, 383, 2051]
entry-paragraph bbox=[1134, 234, 1474, 328]
branch-heading: ரங்கப்பநாயக்கன்பாளையம் தெற்கு கிளை bbox=[70, 1810, 356, 1828]
subheading: பாக அமைப்பாளர் : bbox=[879, 412, 1002, 427]
entry-paragraph bbox=[771, 806, 1110, 919]
entry-label: துணை அமைப்பாளர்கள் : bbox=[407, 526, 561, 540]
booth-label: பாகம் – 33 : bbox=[407, 922, 476, 936]
news-columns bbox=[31, 113, 1485, 2455]
entry-label: துணை அமைப்பாளர்கள் : bbox=[1134, 2401, 1281, 2415]
entry-text: (1) ம.கார்த்திக், பெரியசாமி கோயில் வீதி, பி.கரடிப்பட்டி, கொட்டவாடி, பெத்தநாயக்கன்பாளையம், சேலம். (2) பா.மோகன்ராஜ், பெரியசாமி கோயில் தெரு, பி.கரடிப்பட்டி, பெத்தநாயக்கன்பாளையம், சேலம். (3) க.சுபிரமணி, காமராஜ் நகர், பி.கரடிப்பட்டி, கொட்டவாடி, பெத்தநாயக்கன்பாளையம், சேலம். bbox=[407, 1160, 747, 1286]
entry-paragraph bbox=[771, 1737, 1110, 1831]
entry-paragraph bbox=[407, 1783, 747, 1896]
entry-paragraph bbox=[771, 263, 1110, 300]
entry-text: (1) அ.பாலமுரளிகண், 50, ஆத்து மேடு, கொட்டவாடி, பெத்தநாயக்கன்பாளையம், சேலம். bbox=[771, 2393, 1110, 2425]
entry-label: அமைப்பாளர் : bbox=[407, 1328, 501, 1342]
branch-heading: பெரியார் நகர் கிளை bbox=[143, 1112, 283, 1130]
entry-text: (1) வே.பூபதி, 223, பாலசுப்பிரமணிய நகர் தெரு, கொட்டவாடி, பெத்தநாயக்கன்பாளையம், சேலம். (2) செ.பிரகாஷ், 417, அரசமரத் தெரு, கொட்டவாடி, பெத்தநாயக்கன்பாளையம், சேலம். bbox=[771, 2057, 1111, 2146]
entry-paragraph bbox=[771, 1002, 1110, 1152]
booth-label: பாகம் – 41 : bbox=[771, 1601, 840, 1615]
entry-paragraph bbox=[43, 1481, 383, 1519]
branch-heading: கோபாலபுரம் கிளை bbox=[145, 1456, 281, 1473]
entry-paragraph bbox=[43, 2374, 383, 2412]
booth-value: கு.அரவிந்தன், 382, சத்யா நகர், கோபாலபுரம், பெத்தநாயக்கன்பாளையம், சேலம். bbox=[118, 2187, 369, 2219]
section-banner: கல்யாணகிரி ஊராட்சி bbox=[501, 2017, 654, 2043]
entry-label: துணை அமைப்பாளர்கள் : bbox=[1134, 572, 1292, 586]
entry-label: துணை அமைப்பாளர்கள் : bbox=[1134, 236, 1289, 250]
entry-text: (1) மா.பெரியசாமி, 215, அருந்ததியர் தெரு, ஏ.கொமாரபாளையம், பெத்தநாயக்கன்பாளையம், சேலம். (2) மா.சின்னசாமி, 34, அருந்ததியர் தெரு, ஏ.கொமாரபாளையம், பெத்தநாயக்கன்பாளையம், சேலம். (3) கா.தனுஷ், 188, அருந்ததியர் தெரு, ஏ.கொமாரபாளையம், பெத்தநாயக்கன்பாளையம், சேலம். (4) ச.திலீஸ்குமார், 208, அருந்ததியர் தெரு, ஏ.கொமாரபாளையம், பெத்தநாயக்கன் பாளையம், சேலம். bbox=[407, 722, 747, 887]
branch-heading: ஏ.கொமாரபாளையம் கிளை – 1 bbox=[467, 218, 687, 236]
booth-entry bbox=[771, 1575, 1110, 1594]
entry-paragraph bbox=[407, 1587, 747, 1700]
branch-heading: கொட்டவாடி கிளை bbox=[874, 1843, 1007, 1860]
entry-label: அமைப்பாளர் : bbox=[1134, 526, 1223, 539]
entry-text: செ.நிதிஷ்குமார், 173/120, கோபாலபுரம், சேலம். bbox=[43, 1642, 384, 1675]
entry-text: (1) வீ.கவியரசன், காமராஜ் நகர், பி.கரடிப்பட்டி, கொட்டவாடி, பெத்தநாயக்கன்பாளையம், சேலம். (2) மு.கௌரிசங்கர், காமராஜ் நகர், கொட்டவாடி, பி.கரடிப்பட்டி, பெத்தநாயக்கன்பாளையம், சேலம். (3) மோ.கார்த்திகேயன், பெரியசாமி கோயில் தெரு, கொட்டவாடி, பி.கரடிப்பட்டி, பெத்தநாயக்கன்பாளையம், சேலம். bbox=[407, 1375, 748, 1482]
entry-paragraph bbox=[43, 2420, 383, 2458]
entry-text: ர.தர்ஷன், புளியந்தோப்பு, பி.கரடிப்பட்டி, கொட்டவாடி, பெத்தநாயக்கன்பாளையம், சேலம். bbox=[407, 1739, 748, 1772]
entry-paragraph bbox=[771, 1450, 1110, 1544]
branch-heading: பெரியசாமி கோயில் தெரு கிளை bbox=[464, 1085, 690, 1103]
entry-text: பா.தினேஷ்வரன், 25, பேரூர் பிரதான சாலை, படையாச்சியூர், பெத்தநாயக்கன்பாளையம், சேலம். bbox=[771, 265, 1111, 298]
entry-paragraph bbox=[1134, 2352, 1474, 2390]
entry-label: துணை அமைப்பாளர்கள் : bbox=[407, 1160, 568, 1174]
branch-heading: இந்திரா நகர் கிளை bbox=[148, 505, 278, 523]
entry-text: ஆ.பாக்குமார், 131, மேற்குத்தெரு, சின்னகிருஷ்ணாபுரம், பெத்தநாயக்கன்பாளையம், சேலம். bbox=[1134, 1541, 1474, 1573]
entry-text: (1) பசந்தி, 484, அரசமரத் தெரு, சின்னகிருஷ்ணாபுரம் பெத்தநாயக்கன்பாளையம், சேலம். (2) சா.சந்தரு, 639, ஆத்துமேடு, சின்னகிருஷ்ணாபுரம், பெத்தநாயக்கன்பாளையம், சேலம். (3) க.குமரன், 262, மங்கம்மாள் சாலை, சின்னகிருஷ்ணாபுரம், பெத்தநாயக்க பாளையம், சேலம். (4) அகார்த்திக், 292, சின்னகிருஷ்ணாபுரம், பெத்தநாயக்கன்பாளையம், சேலம். bbox=[1134, 1904, 1474, 2031]
entry-label: அமைப்பாளர் : bbox=[771, 1871, 862, 1885]
booth-label: பாகம் – 35 : bbox=[771, 436, 840, 450]
entry-text: வே.ராஜ்குமார், 458/10, வடக்குத்தெரு, கோபாலபுரம், சேலம். bbox=[43, 2016, 383, 2048]
entry-text: பெத்தநாயக்கன்பாளையம் சேலம். (3) ரா.பிரவீண், 330,188, கோனார் காடு, கல்லேரிப்பட்டி, கல்யாணகிரி, பெத்தநாயக்கன் பாளையம் சேலம். (4) ம.பிரகாஷ், 193, கல்யாணகிரி, பெத்தநாயக்கன்பாளையம் சேலம். (5) மு.தாமரைச்செல்வன், 2/173, கல்யாணகிரி, கல்லேரிப்பட்டி, பெத்தநாயக்கன்பாளையம் சேலம். bbox=[771, 115, 1110, 223]
entry-paragraph bbox=[1134, 1380, 1474, 1417]
entry-label: துணை அமைப்பாளர்கள் : bbox=[771, 1004, 940, 1018]
